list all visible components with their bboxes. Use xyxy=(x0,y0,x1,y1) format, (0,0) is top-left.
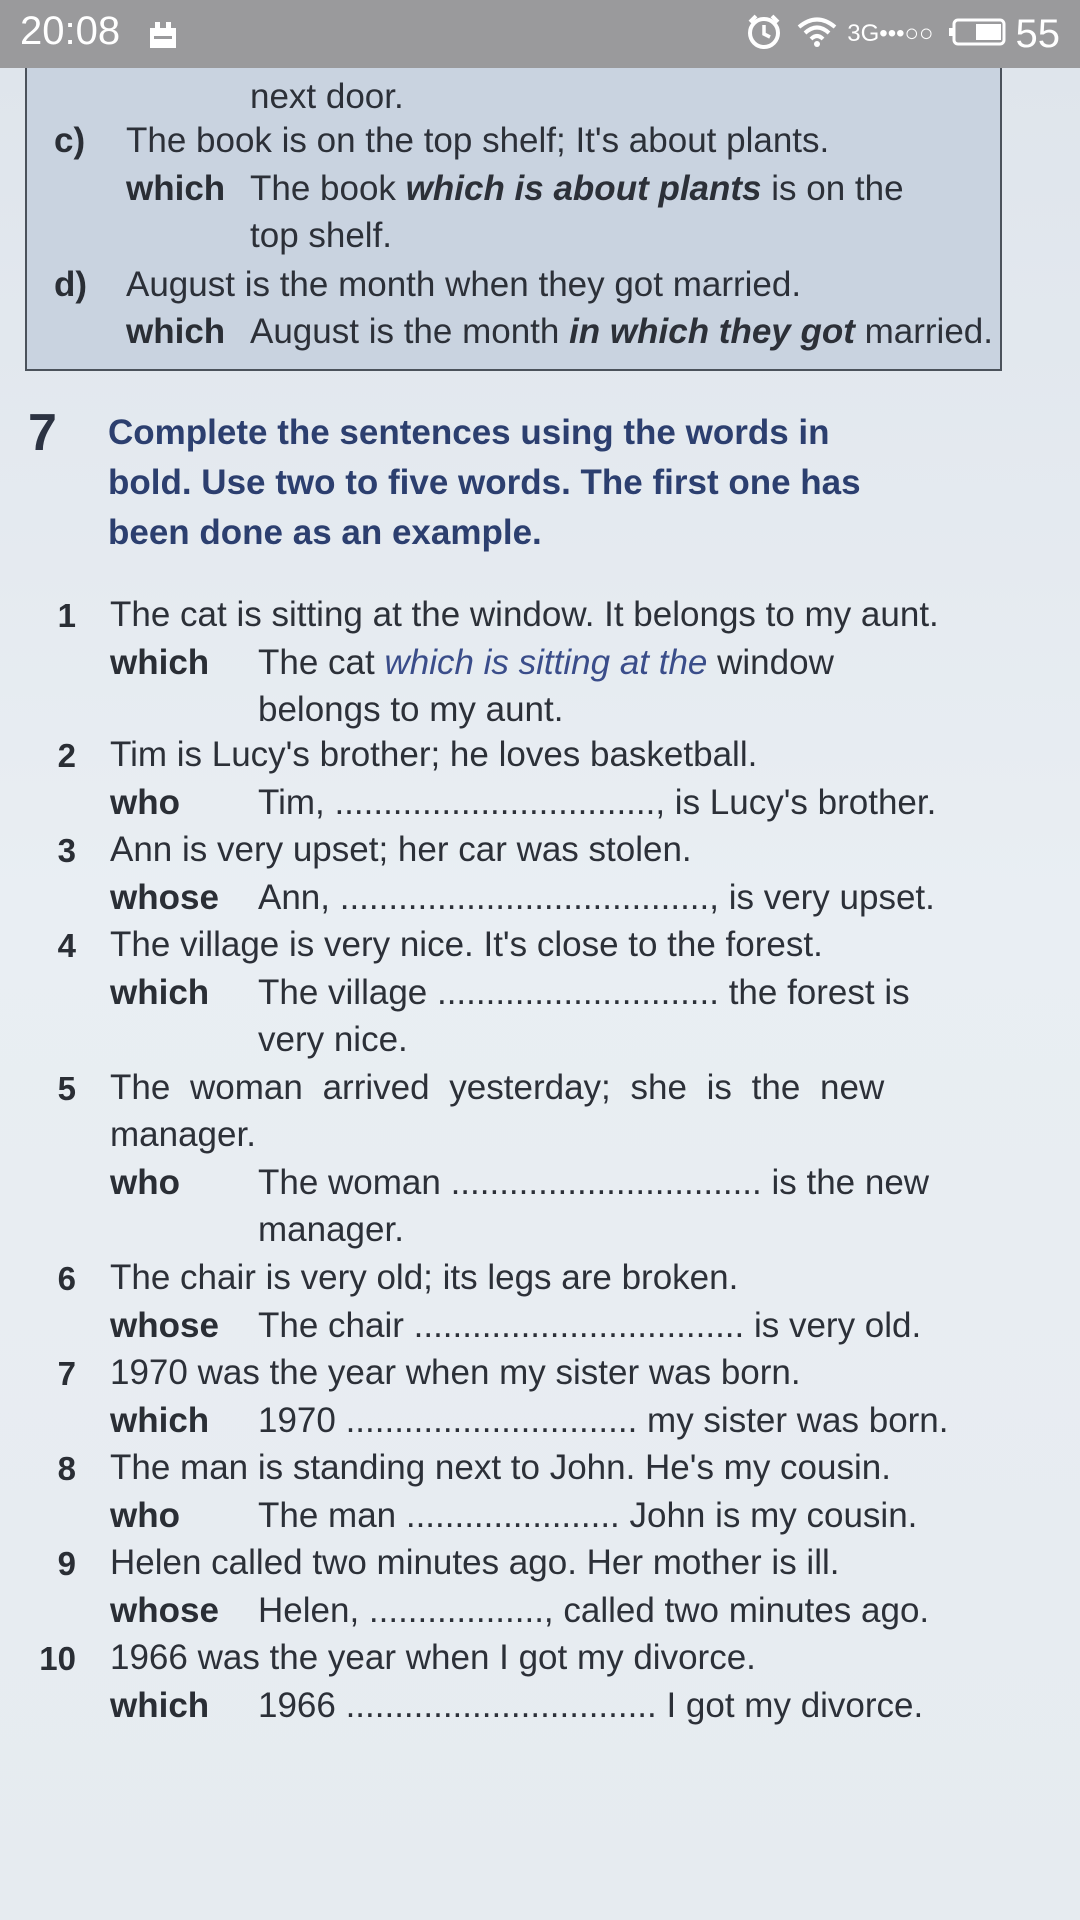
network-indicator: 3G•••○○ xyxy=(847,20,934,47)
item-keyword: which xyxy=(110,643,210,682)
example-line: next door. xyxy=(250,77,404,116)
item-answer: Tim, ................................., is Lucy's brother. xyxy=(258,783,937,822)
item-sentence: Tim is Lucy's brother; he loves basketball. xyxy=(110,735,758,774)
item-answer: 1966 ................................ I got my divorce. xyxy=(258,1686,924,1725)
battery-icon xyxy=(948,18,1006,51)
item-answer: The man ...................... John is my cousin. xyxy=(258,1496,918,1535)
item-sentence: The woman arrived yesterday; she is the new xyxy=(110,1068,885,1107)
item-keyword: whose xyxy=(110,1591,219,1630)
item-answer: The cat which is sitting at the window xyxy=(258,643,834,682)
example-d-sentence: August is the month when they got married. xyxy=(126,265,802,304)
status-time: 20:08 xyxy=(20,9,121,53)
item-number: 8 xyxy=(57,1450,76,1487)
item-answer-cont: very nice. xyxy=(258,1020,408,1059)
example-c-answer: The book which is about plants is on the xyxy=(250,169,904,208)
item-keyword: who xyxy=(110,783,180,822)
item-sentence: 1966 was the year when I got my divorce. xyxy=(110,1638,756,1677)
item-number: 6 xyxy=(57,1260,76,1297)
item-sentence-cont: manager. xyxy=(110,1115,256,1154)
item-number: 2 xyxy=(57,737,76,774)
item-number: 10 xyxy=(39,1640,76,1677)
item-answer: The woman ................................ is the new xyxy=(258,1163,930,1202)
exercise-instruction-line: been done as an example. xyxy=(108,513,542,552)
item-keyword: which xyxy=(110,1686,210,1725)
item-sentence: Helen called two minutes ago. Her mother is ill. xyxy=(110,1543,840,1582)
example-c-sentence: The book is on the top shelf; It's about plants. xyxy=(126,121,830,160)
item-number: 1 xyxy=(57,597,76,634)
item-sentence: The village is very nice. It's close to the forest. xyxy=(110,925,823,964)
item-number: 7 xyxy=(57,1355,76,1392)
item-keyword: which xyxy=(110,973,210,1012)
item-keyword: who xyxy=(110,1163,180,1202)
status-bar xyxy=(0,0,1080,68)
exercise-instruction-line: Complete the sentences using the words in xyxy=(108,413,830,452)
item-sentence: The man is standing next to John. He's my cousin. xyxy=(110,1448,891,1487)
item-number: 4 xyxy=(57,927,76,964)
example-d-label: d) xyxy=(54,265,88,304)
item-sentence: 1970 was the year when my sister was born. xyxy=(110,1353,801,1392)
item-sentence: The cat is sitting at the window. It belongs to my aunt. xyxy=(110,595,939,634)
example-d-word: which xyxy=(126,312,226,351)
item-answer: Ann, ......................................, is very upset. xyxy=(258,878,935,917)
example-d-answer: August is the month in which they got married. xyxy=(250,312,993,351)
item-keyword: whose xyxy=(110,1306,219,1345)
item-sentence: The chair is very old; its legs are broken. xyxy=(110,1258,739,1297)
item-answer: Helen, .................., called two minutes ago. xyxy=(258,1591,930,1630)
example-c-word: which xyxy=(126,169,226,208)
exercise-number: 7 xyxy=(28,404,57,462)
alarm-icon xyxy=(745,13,783,56)
item-keyword: whose xyxy=(110,878,219,917)
item-sentence: Ann is very upset; her car was stolen. xyxy=(110,830,692,869)
wifi-icon xyxy=(797,16,837,53)
notification-icon xyxy=(148,18,178,50)
item-number: 5 xyxy=(57,1070,76,1107)
item-answer-cont: belongs to my aunt. xyxy=(258,690,564,729)
example-c-label: c) xyxy=(54,121,86,160)
item-number: 9 xyxy=(57,1545,76,1582)
book-page xyxy=(0,68,1080,1920)
example-c-answer-cont: top shelf. xyxy=(250,216,393,255)
exercise-instruction-line: bold. Use two to five words. The first one has xyxy=(108,463,861,502)
item-answer: The chair .................................. is very old. xyxy=(258,1306,922,1345)
item-number: 3 xyxy=(57,832,76,869)
item-answer-cont: manager. xyxy=(258,1210,404,1249)
item-answer: 1970 .............................. my sister was born. xyxy=(258,1401,949,1440)
battery-level: 55 xyxy=(1015,11,1060,56)
item-keyword: which xyxy=(110,1401,210,1440)
item-answer: The village ............................. the forest is xyxy=(258,973,910,1012)
item-keyword: who xyxy=(110,1496,180,1535)
